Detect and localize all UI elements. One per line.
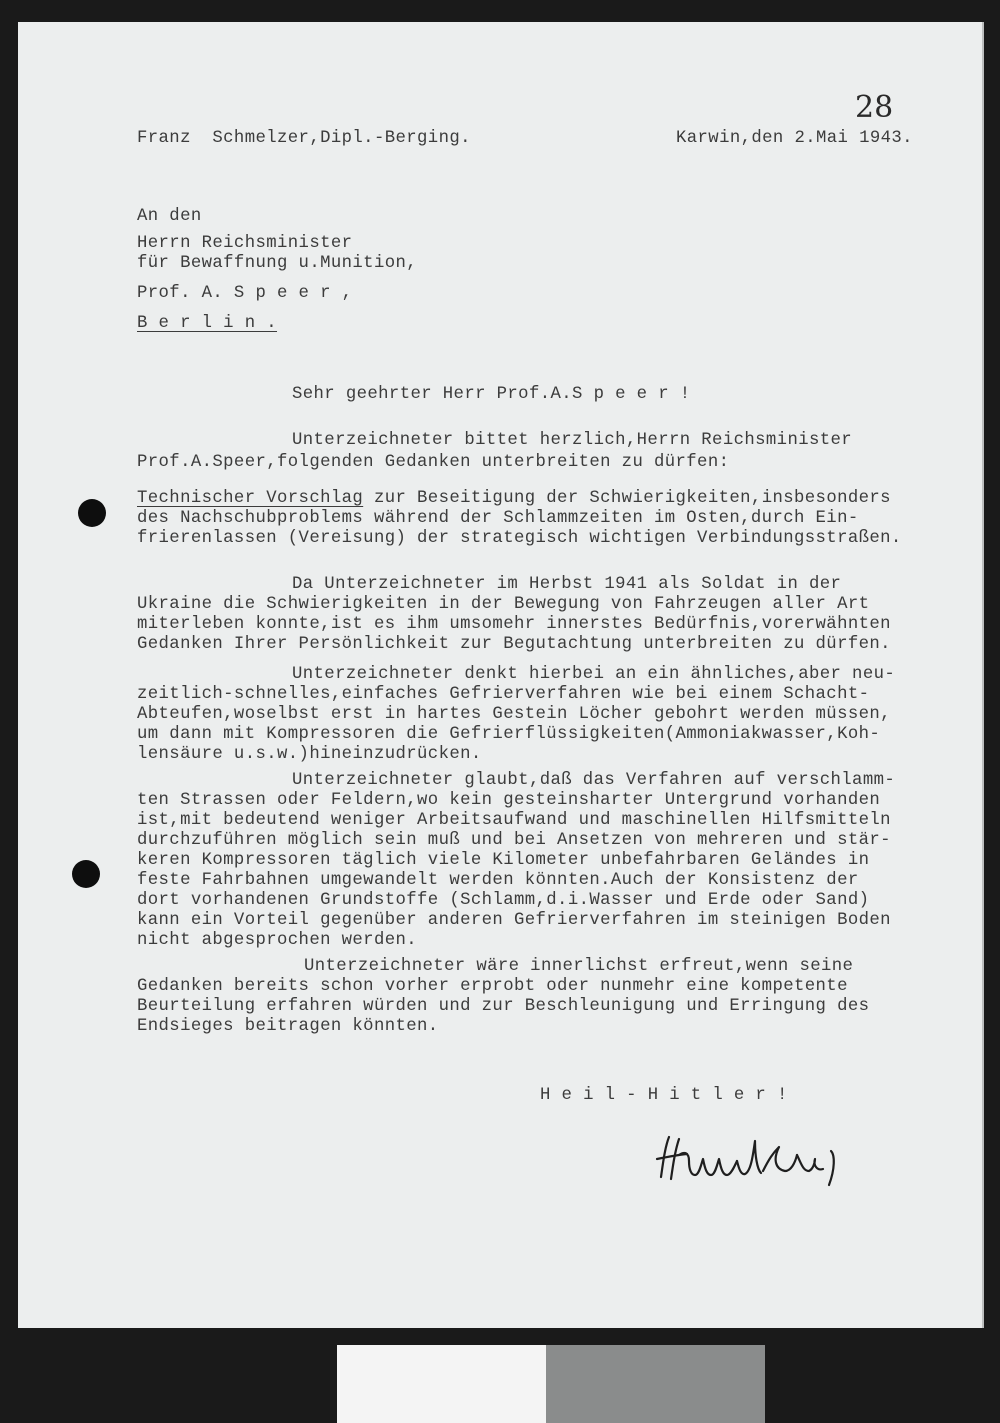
proposal-line-3: frierenlassen (Vereisung) der strategisch wichtigen Verbindungsstraßen. xyxy=(137,529,902,548)
para3-line-5: keren Kompressoren täglich viele Kilometer unbefahrbaren Geländes in xyxy=(137,851,870,870)
para3-line-7: dort vorhandenen Grundstoffe (Schlamm,d.i.Wasser und Erde oder Sand) xyxy=(137,891,870,910)
para3-line-4: durchzuführen möglich sein muß und bei Ansetzen von mehreren und stär- xyxy=(137,831,891,850)
para3-line-8: kann ein Vorteil gegenüber anderen Gefrierverfahren im steinigen Boden xyxy=(137,911,891,930)
proposal-label: Technischer Vorschlag xyxy=(137,489,364,508)
para2-line-3: Abteufen,woselbst erst in hartes Gestein Löcher gebohrt werden müssen, xyxy=(137,705,891,724)
gray-label-strip xyxy=(546,1345,765,1423)
page-number: 28 xyxy=(855,90,894,125)
address-line-1: An den xyxy=(137,207,202,226)
address-line-4: Prof. A. S p e e r , xyxy=(137,284,353,303)
para1-line-2: Ukraine die Schwierigkeiten in der Bewegung von Fahrzeugen aller Art xyxy=(137,595,870,614)
para2-line-5: lensäure u.s.w.)hineinzudrücken. xyxy=(137,745,482,764)
punch-hole-lower xyxy=(72,860,100,888)
address-line-2: Herrn Reichsminister xyxy=(137,234,353,253)
para2-line-2: zeitlich-schnelles,einfaches Gefrierverfahren wie bei einem Schacht- xyxy=(137,685,870,704)
para1-line-4: Gedanken Ihrer Persönlichkeit zur Begutachtung unterbreiten zu dürfen. xyxy=(137,635,891,654)
white-label-strip xyxy=(337,1345,546,1423)
para3-line-1: Unterzeichneter glaubt,daß das Verfahren auf verschlamm- xyxy=(292,771,896,790)
sender-line: Franz Schmelzer,Dipl.-Berging. xyxy=(137,129,471,148)
para2-line-1: Unterzeichneter denkt hierbei an ein ähnliches,aber neu- xyxy=(292,665,896,684)
para3-line-2: ten Strassen oder Feldern,wo kein gesteinsharter Untergrund vorhanden xyxy=(137,791,881,810)
address-line-3: für Bewaffnung u.Munition, xyxy=(137,254,418,273)
address-city: B e r l i n . xyxy=(137,314,278,333)
proposal-line-2: des Nachschubproblems während der Schlammzeiten im Osten,durch Ein- xyxy=(137,509,859,528)
para4-line-4: Endsieges beitragen könnten. xyxy=(137,1017,439,1036)
para3-line-6: feste Fahrbahnen umgewandelt werden könnten.Auch der Konsistenz der xyxy=(137,871,859,890)
handwritten-signature xyxy=(655,1125,855,1195)
closing: H e i l - H i t l e r ! xyxy=(540,1086,788,1105)
proposal-line-1 xyxy=(137,488,891,510)
intro-line-2: Prof.A.Speer,folgenden Gedanken unterbreiten zu dürfen: xyxy=(137,453,730,472)
para2-line-4: um dann mit Kompressoren die Gefrierflüssigkeiten(Ammoniakwasser,Koh- xyxy=(137,725,881,744)
place-date: Karwin,den 2.Mai 1943. xyxy=(676,129,913,148)
intro-line-1: Unterzeichneter bittet herzlich,Herrn Reichsminister xyxy=(292,431,853,450)
para1-line-3: miterleben konnte,ist es ihm umsomehr innerstes Bedürfnis,vorerwähnten xyxy=(137,615,891,634)
para1-line-1: Da Unterzeichneter im Herbst 1941 als Soldat in der xyxy=(292,575,842,594)
para3-line-9: nicht abgesprochen werden. xyxy=(137,931,418,950)
punch-hole-upper xyxy=(78,499,106,527)
proposal-text: zur Beseitigung der Schwierigkeiten,insbesonders xyxy=(363,489,891,508)
para3-line-3: ist,mit bedeutend weniger Arbeitsaufwand und maschinellen Hilfsmitteln xyxy=(137,811,891,830)
para4-line-2: Gedanken bereits schon vorher erprobt oder nunmehr eine kompetente xyxy=(137,977,848,996)
para4-line-1: Unterzeichneter wäre innerlichst erfreut,wenn seine xyxy=(304,957,854,976)
salutation: Sehr geehrter Herr Prof.A.S p e e r ! xyxy=(292,385,691,404)
para4-line-3: Beurteilung erfahren würden und zur Beschleunigung und Erringung des xyxy=(137,997,870,1016)
